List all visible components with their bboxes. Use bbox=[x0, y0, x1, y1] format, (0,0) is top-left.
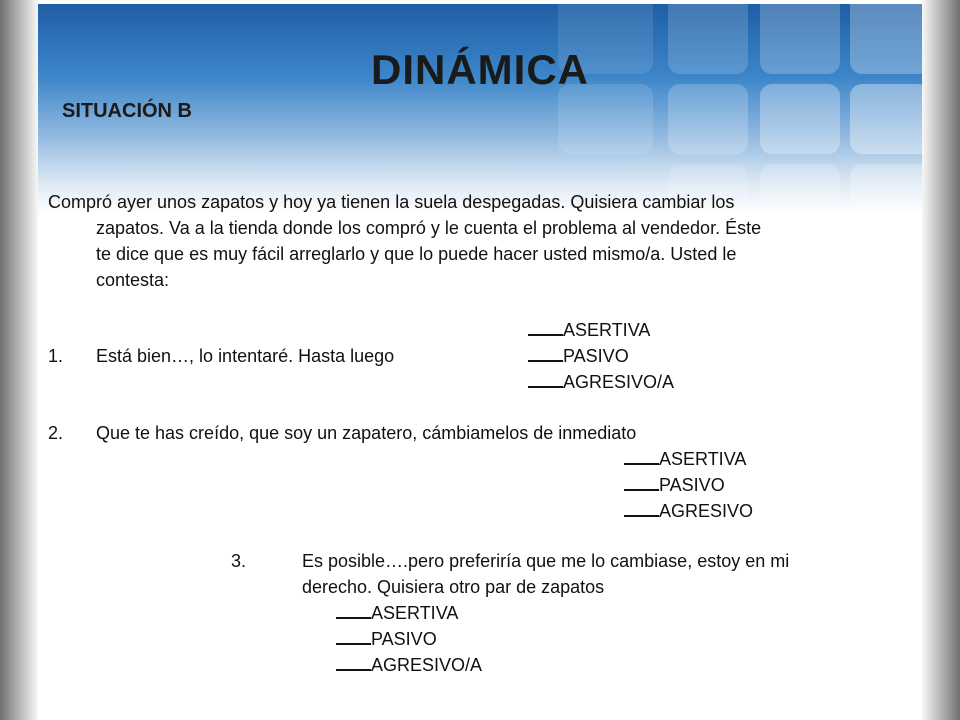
answer-blank[interactable] bbox=[528, 344, 563, 362]
question-number: 3. bbox=[231, 551, 247, 571]
question-text: Es posible….pero preferiría que me lo cambiase, estoy en mi bbox=[302, 551, 790, 571]
scenario-line: contesta: bbox=[96, 270, 170, 290]
option-label: AGRESIVO/A bbox=[371, 655, 483, 675]
question-text: Que te has creído, que soy un zapatero, cámbiamelos de inmediato bbox=[96, 423, 637, 443]
answer-blank[interactable] bbox=[336, 653, 371, 671]
option-row[interactable] bbox=[528, 369, 674, 395]
question-number: 2. bbox=[48, 423, 64, 443]
option-row[interactable] bbox=[336, 626, 437, 652]
option-label: PASIVO bbox=[371, 629, 437, 649]
scenario-line: Compró ayer unos zapatos y hoy ya tienen la suela despegadas. Quisiera cambiar los bbox=[48, 192, 735, 212]
question-text: Está bien…, lo intentaré. Hasta luego bbox=[96, 346, 395, 366]
question-text: derecho. Quisiera otro par de zapatos bbox=[302, 577, 605, 597]
answer-blank[interactable] bbox=[336, 627, 371, 645]
slide-title: DINÁMICA bbox=[371, 46, 589, 93]
option-row[interactable] bbox=[336, 600, 458, 626]
option-label: AGRESIVO/A bbox=[563, 372, 675, 392]
option-row[interactable] bbox=[624, 498, 753, 524]
option-row[interactable] bbox=[624, 446, 746, 472]
option-label: ASERTIVA bbox=[371, 603, 459, 623]
option-row[interactable] bbox=[528, 317, 650, 343]
answer-blank[interactable] bbox=[528, 370, 563, 388]
option-label: ASERTIVA bbox=[659, 449, 747, 469]
option-label: AGRESIVO bbox=[659, 501, 754, 521]
option-label: PASIVO bbox=[659, 475, 725, 495]
slide-subtitle: SITUACIÓN B bbox=[62, 100, 192, 122]
option-label: PASIVO bbox=[563, 346, 629, 366]
scenario-line: te dice que es muy fácil arreglarlo y que lo puede hacer usted mismo/a. Usted le bbox=[96, 244, 737, 264]
answer-blank[interactable] bbox=[528, 318, 563, 336]
option-row[interactable] bbox=[528, 343, 629, 369]
answer-blank[interactable] bbox=[624, 447, 659, 465]
scenario-line: zapatos. Va a la tienda donde los compró y le cuenta el problema al vendedor. Éste bbox=[96, 218, 762, 238]
question-number: 1. bbox=[48, 346, 64, 366]
option-row[interactable] bbox=[624, 472, 725, 498]
answer-blank[interactable] bbox=[624, 473, 659, 491]
option-row[interactable] bbox=[336, 652, 482, 678]
option-label: ASERTIVA bbox=[563, 320, 651, 340]
answer-blank[interactable] bbox=[624, 499, 659, 517]
answer-blank[interactable] bbox=[336, 601, 371, 619]
